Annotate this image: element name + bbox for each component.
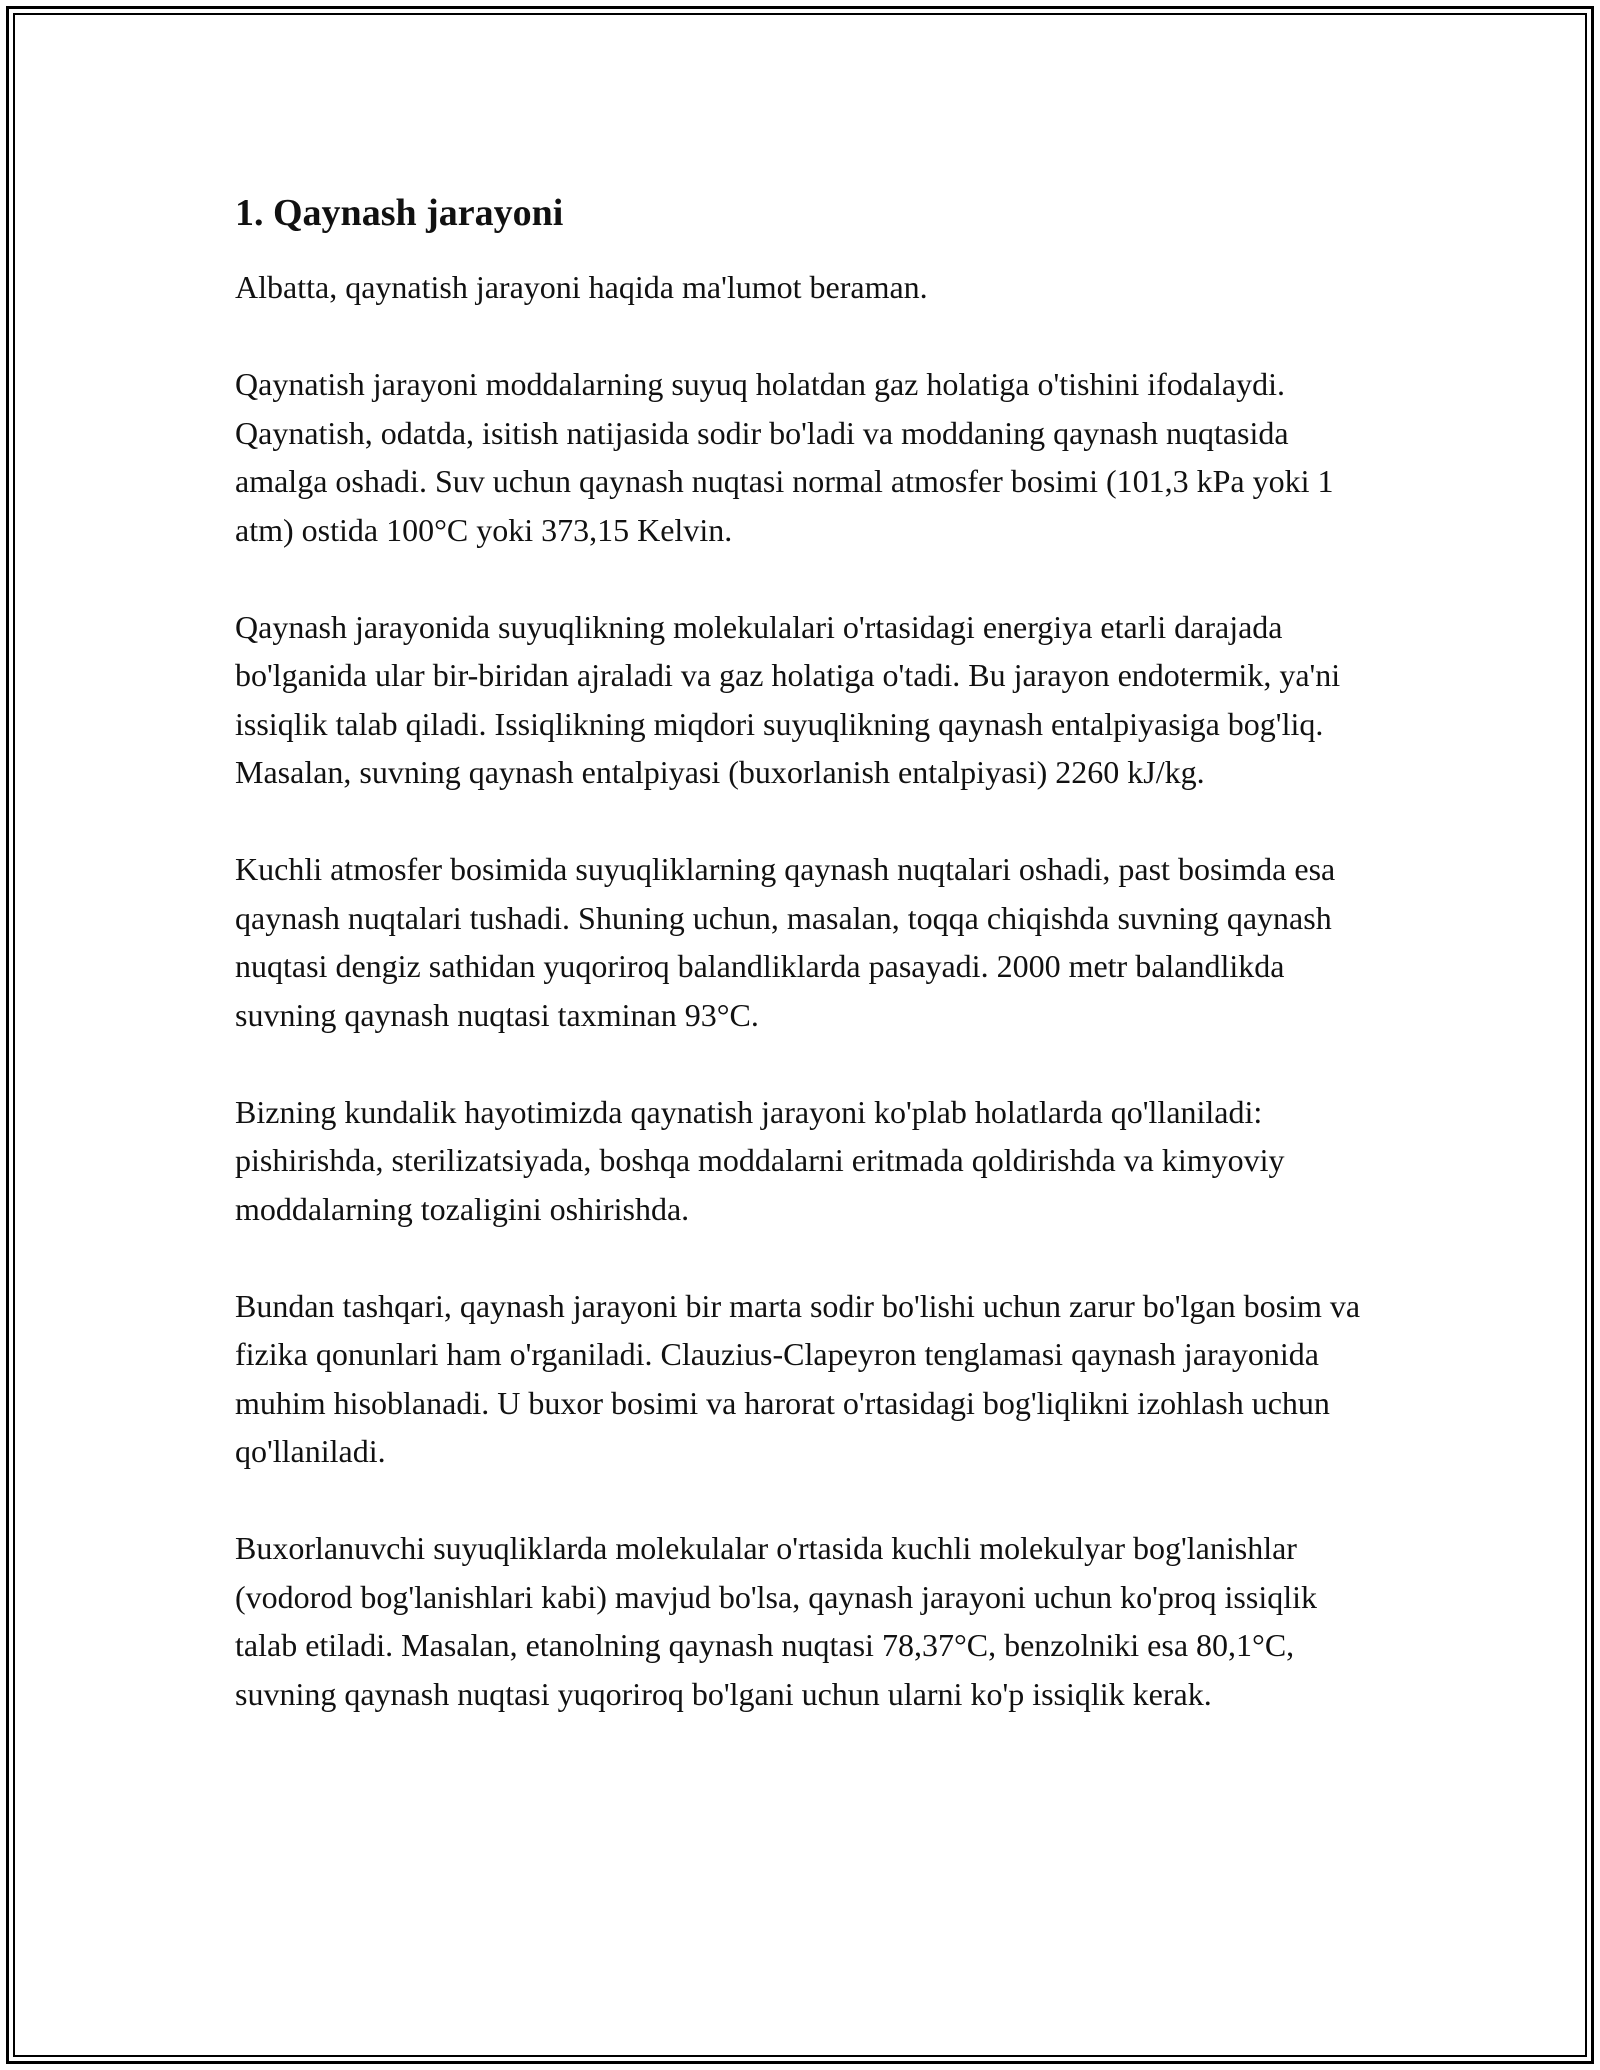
paragraph-daily-use: Bizning kundalik hayotimizda qaynatish jarayoni ko'plab holatlarda qo'llaniladi: pishirishda, sterilizatsiyada, boshqa moddalarni eritmada qoldirishda va kimyoviy moddalarning tozaligini oshirishda. [235, 1093, 1285, 1227]
section-heading: 1. Qaynash jarayoni [235, 192, 564, 234]
paragraph-clausius: Bundan tashqari, qaynash jarayoni bir marta sodir bo'lishi uchun zarur bo'lgan bosim va fizika qonunlari ham o'rganiladi. Clauzius-Clapeyron tenglamasi qaynash jarayonida muhim hisoblanadi. U buxor bosimi va harorat o'rtasidagi bog'liqlikni izohlash uchun qo'llaniladi. [235, 1287, 1361, 1469]
paragraph-molecular: Qaynash jarayonida suyuqlikning molekulalari o'rtasidagi energiya etarli darajada bo'lganida ular bir-biridan ajraladi va gaz holatiga o'tadi. Bu jarayon endotermik, ya'ni issiqlik talab qiladi. Issiqlikning miqdori suyuqlikning qaynash entalpiyasiga bog'liq. Masalan, suvning qaynash entalpiyasi (buxorlanish entalpiyasi) 2260 kJ/kg. [235, 608, 1341, 790]
paragraph-pressure: Kuchli atmosfer bosimida suyuqliklarning qaynash nuqtalari oshadi, past bosimda esa qaynash nuqtalari tushadi. Shuning uchun, masalan, toqqa chiqishda suvning qaynash nuqtasi dengiz sathidan yuqoriroq balandliklarda pasayadi. 2000 metr balandlikda suvning qaynash nuqtasi taxminan 93°C. [235, 851, 1336, 1033]
paragraph-bonds: Buxorlanuvchi suyuqliklarda molekulalar o'rtasida kuchli molekulyar bog'lanishlar (vodorod bog'lanishlari kabi) mavjud bo'lsa, qaynash jarayoni uchun ko'proq issiqlik talab etiladi. Masalan, etanolning qaynash nuqtasi 78,37°C, benzolniki esa 80,1°C, suvning qaynash nuqtasi yuqoriroq bo'lgani uchun ularni ko'p issiqlik kerak. [235, 1530, 1317, 1712]
paragraph-intro: Albatta, qaynatish jarayoni haqida ma'lumot beraman. [235, 269, 928, 305]
paragraph-definition: Qaynatish jarayoni moddalarning suyuq holatdan gaz holatiga o'tishini ifodalaydi. Qaynatish, odatda, isitish natijasida sodir bo'ladi va moddaning qaynash nuqtasida amalga oshadi. Suv uchun qaynash nuqtasi normal atmosfer bosimi (101,3 kPa yoki 1 atm) ostida 100°C yoki 373,15 Kelvin. [235, 366, 1334, 548]
document-body [235, 185, 1365, 1718]
